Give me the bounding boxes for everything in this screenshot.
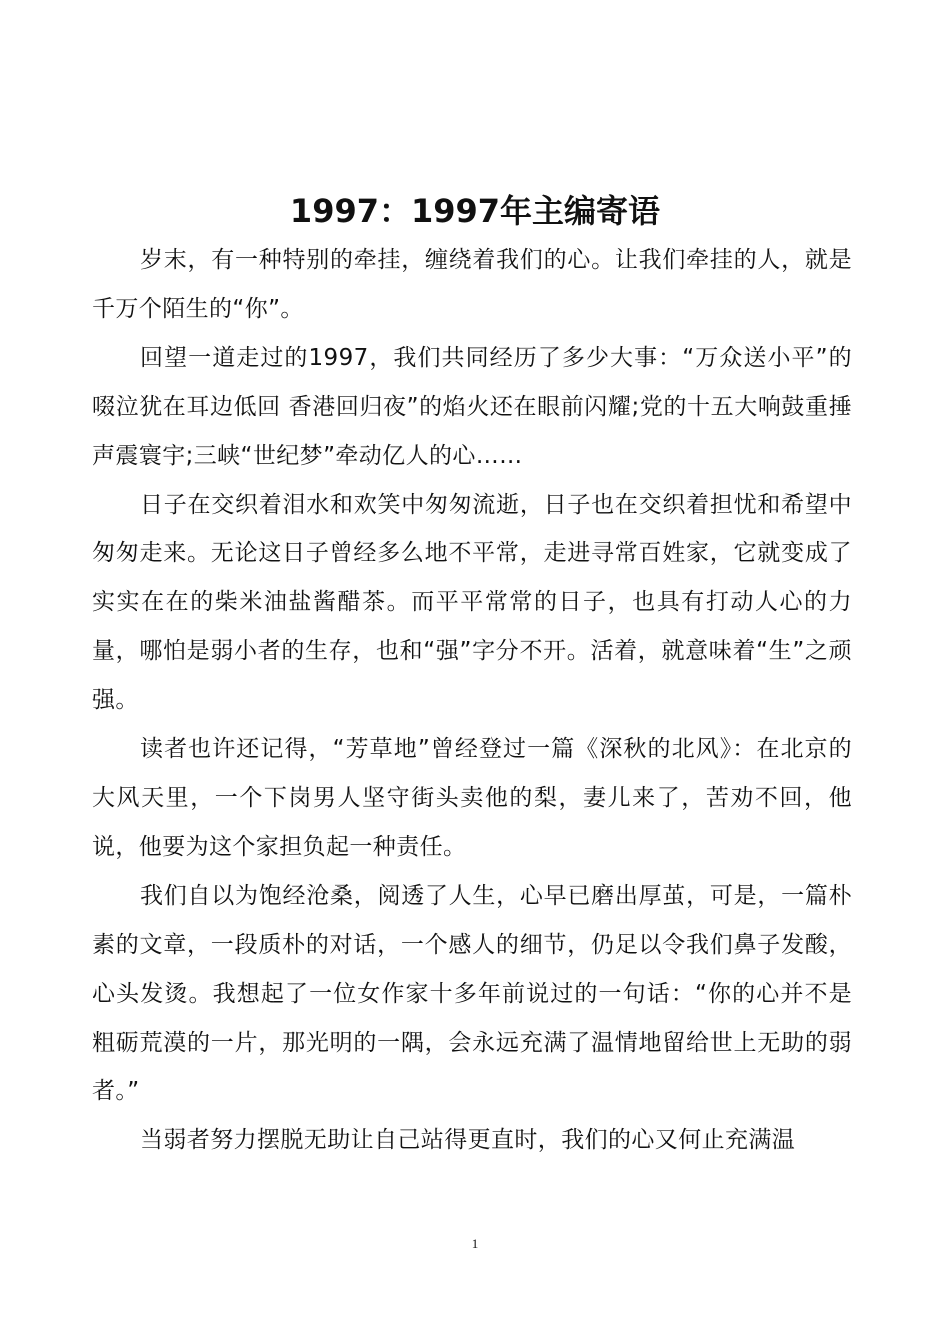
paragraph-3: 日子在交织着泪水和欢笑中匆匆流逝，日子也在交织着担忧和希望中匆匆走来。无论这日子曾经多么地不平常，走进寻常百姓家，它就变成了实实在在的柴米油盐酱醋茶。而平平常常的日子，也具有打动人心的力量，哪怕是弱小者的生存，也和“强”字分不开。活着，就意味着“生”之顽强。: [92, 491, 852, 714]
paragraph-4: 读者也许还记得，“芳草地”曾经登过一篇《深秋的北风》：在北京的大风天里，一个下岗男人坚守街头卖他的梨，妻儿来了，苦劝不回，他说，他要为这个家担负起一种责任。: [92, 736, 852, 860]
paragraph-2: 回望一道走过的1997，我们共同经历了多少大事：“万众送小平”的啜泣犹在耳边低回 香港回归夜”的焰火还在眼前闪耀;党的十五大响鼓重捶声震寰宇;三峡“世纪梦”牵动亿人的心……: [92, 344, 852, 469]
paragraph-1: 岁末，有一种特别的牵挂，缠绕着我们的心。让我们牵挂的人，就是千万个陌生的“你”。: [92, 247, 852, 322]
page-number: 1: [471, 1236, 479, 1251]
paragraph-6: 当弱者努力摆脱无助让自己站得更直时，我们的心又何止充满温: [140, 1127, 796, 1154]
article-body: [92, 236, 852, 1165]
page-title: 1997：1997年主编寄语: [289, 192, 661, 231]
paragraph-5: 我们自以为饱经沧桑，阅透了人生，心早已磨出厚茧，可是，一篇朴素的文章，一段质朴的对话，一个感人的细节，仍足以令我们鼻子发酸，心头发烫。我想起了一位女作家十多年前说过的一句话：“你的心并不是粗砺荒漠的一片，那光明的一隅，会永远充满了温情地留给世上无助的弱者。”: [92, 882, 852, 1105]
